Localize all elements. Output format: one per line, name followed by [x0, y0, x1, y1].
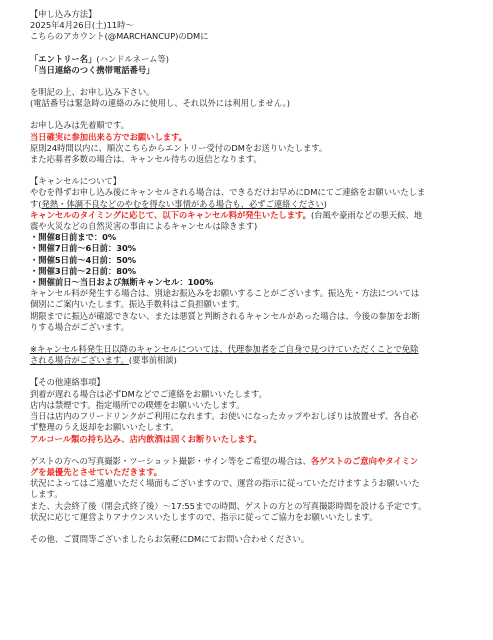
- substitute-note: (要事前相談): [128, 355, 177, 366]
- payment-text-2: 個別にご案内いたします。振込手数料はご負担願います。: [30, 299, 245, 310]
- cancel-header: 【キャンセルについて】: [30, 176, 122, 187]
- fee-item: ・開催3日前～2日前：80%: [30, 265, 137, 276]
- cancel-fee-line: [30, 210, 479, 221]
- apply-datetime: 2025年4月26日(土)11時～: [30, 20, 134, 31]
- cancel-para-2-prefix: す(: [30, 198, 42, 209]
- cancel-fee-exception-a: (台風や豪雨などの悪天候、地: [310, 209, 423, 220]
- deadline-text-2: りする場合がございます。: [30, 321, 129, 332]
- free-drink-text-2: ず整理のうえ返却をお願いいたします。: [30, 422, 179, 433]
- waitlist-text: また応募者多数の場合は、キャンセル待ちの返信となります。: [30, 154, 262, 165]
- cancel-fee-red: キャンセルのタイミングに応じて、以下のキャンセル料が発生いたします。: [30, 209, 311, 220]
- guest-instruction-2: します。: [30, 489, 63, 500]
- late-arrival-text: 到着が遅れる場合は必ずDMなどでご連絡をお願いいたします。: [30, 388, 267, 399]
- account-line: こちらのアカウント(@MARCHANCUP)のDMに: [30, 31, 209, 42]
- fee-item: ・開催8日前まで：0%: [30, 232, 117, 243]
- phone-note: (電話番号は緊急時の連絡のみに使用し、それ以外には利用しません。): [30, 98, 291, 109]
- cancel-fee-exception-b: 震や火災などの自然災害の事由によるキャンセルは除きます): [30, 221, 258, 232]
- payment-text-1: キャンセル料が発生する場合は、別途お振込みをお願いすることがございます。振込先・方法については: [30, 288, 420, 299]
- apply-header: 【申し込み方法】: [30, 9, 97, 19]
- attendance-red-notice: 当日確実に参加出来る方でお願いします。: [30, 131, 187, 142]
- substitute-line-2: [30, 355, 479, 366]
- guest-photo-line: [30, 456, 479, 467]
- cancel-illness-note: 発熱・体調不良などのやむを得ない事情がある場合も、必ずご連絡ください: [41, 198, 324, 209]
- substitute-text-2: される場合がございます。: [30, 355, 129, 366]
- reception-text: 原則24時間以内に、順次こちらからエントリー受付のDMをお送りいたします。: [30, 142, 328, 153]
- guest-priority-red-a: 各ゲストのご意向やタイミン: [310, 455, 419, 466]
- fee-item: ・開催5日前～4日前：50%: [30, 254, 137, 265]
- free-drink-text-1: 当日は店内のフリードリンクがご利用になれます。お使いになったカップやおしぼりは放置せず、各自必: [30, 411, 419, 422]
- first-come-text: お申し込みは先着順です。: [30, 120, 129, 131]
- fee-item: ・開催7日前～6日前：30%: [30, 243, 137, 254]
- guest-photo-text: ゲストの方への写真撮影・ツーショット撮影・サイン等をご希望の場合は、: [30, 455, 311, 466]
- entry-name-line: [30, 54, 479, 65]
- guest-priority-red-b: グを最優先とさせていただきます。: [30, 466, 163, 477]
- substitute-text-1: ※キャンセル料発生日以降のキャンセルについては、代理参加者をご自身で見つけていただくことで免除: [30, 344, 419, 355]
- guest-photo-time-1: また、大会終了後（閉会式終了後）～17:55までの時間、ゲストの方との写真撮影時間を設ける予定です。: [30, 500, 427, 511]
- cancel-para-2: [30, 199, 479, 210]
- guest-instruction-1: 状況によってはご遠慮いただく場面もございますので、運営の指示に従っていただけますようお願いいた: [30, 478, 420, 489]
- cancel-para-1: やむを得ずお申し込み後にキャンセルされる場合は、できるだけお早めにDMにてご連絡をお願いいたしま: [30, 187, 426, 198]
- cancel-para-2-suffix: ): [323, 198, 327, 209]
- phone-label: 「当日連絡のつく携帯電話番号」: [30, 64, 155, 75]
- guest-photo-time-2: 状況に応じて運営よりアナウンスいたしますので、指示に従ってご協力をお願いいたします。: [30, 511, 378, 522]
- smoking-text: 店内は禁煙です。指定場所での喫煙をお願いいたします。: [30, 399, 245, 410]
- deadline-text-1: 期限までに振込が確認できない、または悪質と判断されるキャンセルがあった場合は、今後の参加をお断: [30, 310, 420, 321]
- fee-item: ・開催前日～当日および無断キャンセル：100%: [30, 277, 214, 288]
- contact-text: その他、ご質問等ございましたらお気軽にDMにてお問い合わせください。: [30, 533, 310, 544]
- other-header: 【その他連絡事項】: [30, 377, 105, 388]
- entry-name-note: (ハンドルネーム等): [96, 53, 169, 64]
- alcohol-red-notice: アルコール類の持ち込み、店内飲酒は固くお断りいたします。: [30, 433, 262, 444]
- entry-name-label: 「エントリー名」: [30, 53, 97, 64]
- apply-instruction: を明記の上、お申し込み下さい。: [30, 87, 155, 98]
